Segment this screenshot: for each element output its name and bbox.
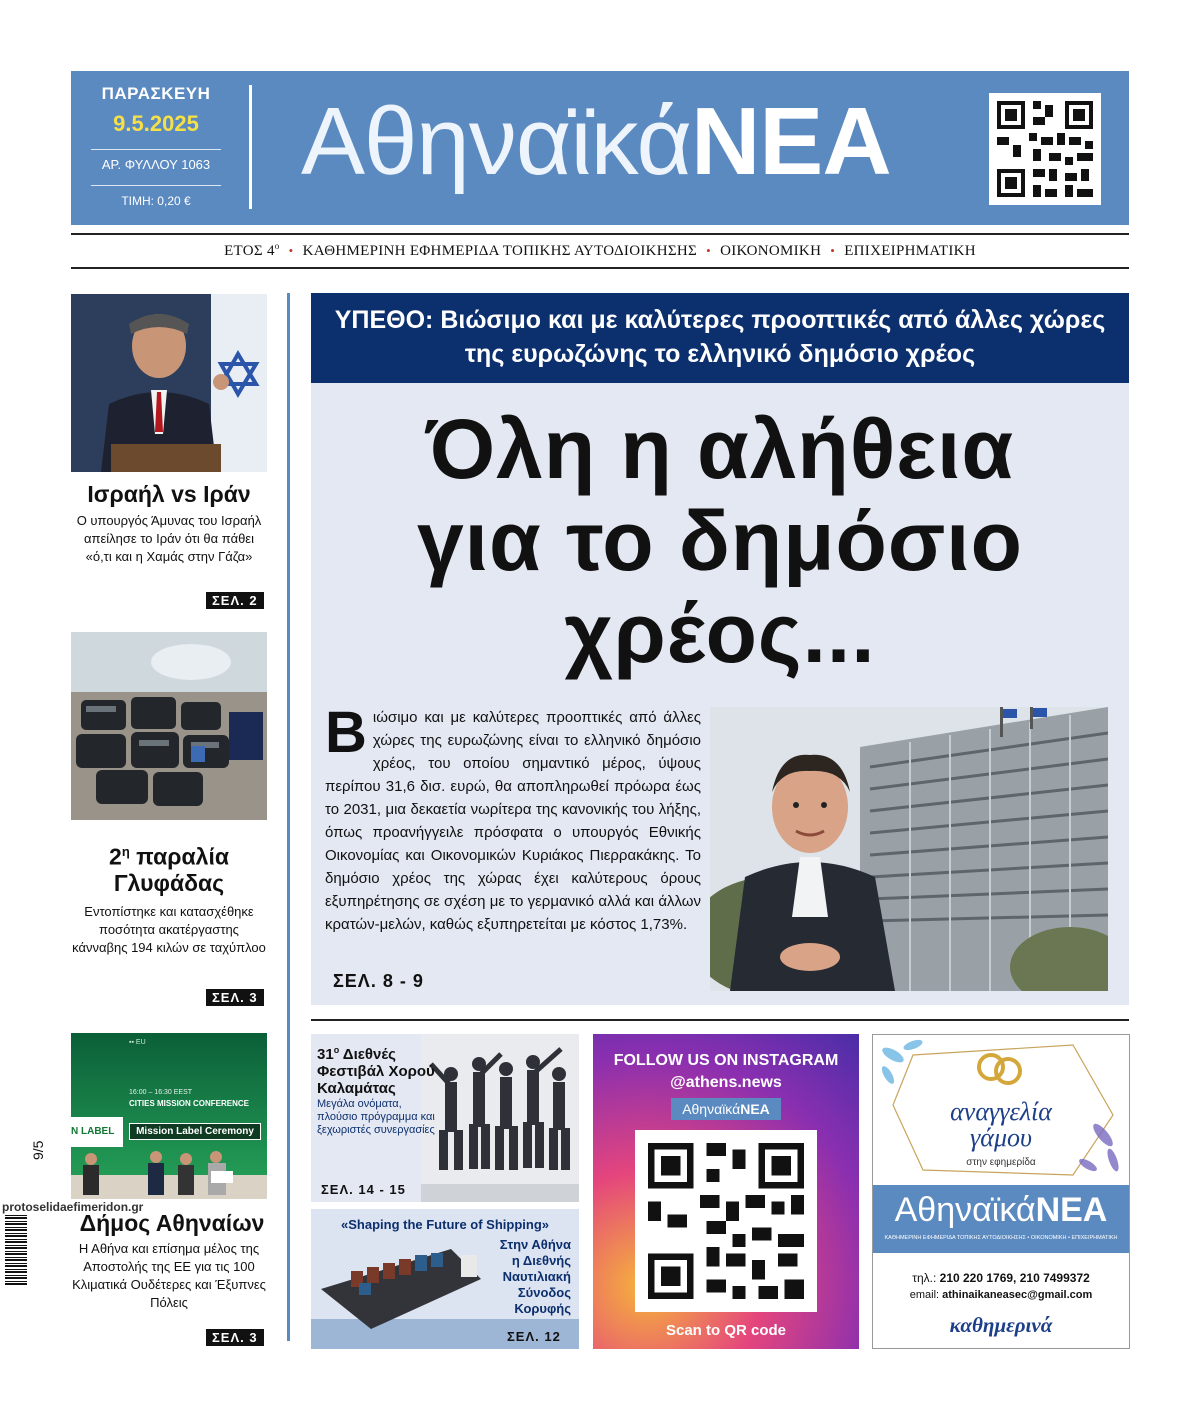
story-title-glyfada[interactable]: [71, 839, 267, 896]
bullet-icon: •: [288, 243, 294, 258]
photo-screen-title: CITIES MISSION CONFERENCE: [129, 1099, 250, 1108]
site-credit[interactable]: protoselidaefimeridon.gr: [2, 1200, 144, 1214]
wedding-footer: καθημερινά: [949, 1313, 1053, 1337]
page-ref-israel[interactable]: [206, 592, 264, 610]
date-box: [71, 71, 241, 225]
headline-line: Όλη η αλήθεια: [425, 402, 1015, 496]
wedding-logo-thin: Αθηναϊκά: [894, 1191, 1036, 1229]
masthead: [71, 71, 1129, 225]
festival-title-rest: Διεθνές: [339, 1046, 396, 1063]
festival-page-ref[interactable]: ΣΕΛ. 14 - 15: [321, 1182, 406, 1197]
issue-number: ΑΡ. ΦΥΛΛΟΥ 1063: [101, 157, 211, 172]
column-rule: [287, 293, 290, 1341]
price: ΤΙΜΗ: 0,20 €: [121, 194, 191, 208]
tagline-item: ΟΙΚΟΝΟΜΙΚΗ: [720, 243, 822, 259]
headline-line: για το δημόσιο: [417, 494, 1023, 588]
wedding-logo-sub: ΚΑΘΗΜΕΡΙΝΗ ΕΦΗΜΕΡΙΔΑ ΤΟΠΙΚΗΣ ΑΥΤΟΔΙΟΙΚΗΣΗΣ • ΟΙΚΟΝΟΜΙΚΗ • ΕΠΙΧΕΙΡΗΜΑΤΙΚΗ: [884, 1235, 1118, 1241]
qr-code-icon[interactable]: [989, 93, 1101, 205]
shipping-quote: «Shaping the Future of Shipping»: [341, 1217, 549, 1232]
festival-subtitle: Μεγάλα ονόματα, πλούσιο πρόγραμμα και ξεχωριστές συνεργασίες: [317, 1098, 435, 1136]
shipping-page-ref[interactable]: ΣΕΛ. 12: [507, 1329, 561, 1344]
headline-line: χρέος...: [564, 586, 876, 680]
newspaper-logo[interactable]: [301, 87, 891, 197]
ad-cta[interactable]: Scan to QR code: [665, 1322, 787, 1339]
athens-mission-photo[interactable]: [71, 1033, 267, 1199]
photo-people: [71, 1145, 267, 1199]
drop-cap: Β: [325, 700, 367, 765]
bullet-icon: •: [830, 243, 836, 258]
photo-screen-small: 16:00 – 16:30 EEST: [129, 1089, 193, 1096]
ad-logo-bold: ΝΕΑ: [740, 1101, 770, 1117]
margin-date-stamp: 9/5: [30, 1140, 46, 1160]
wedding-logo-band: [873, 1185, 1129, 1253]
wedding-title: [873, 1099, 1129, 1151]
email-label: email:: [909, 1289, 940, 1301]
lead-kicker-box: [311, 293, 1129, 383]
section-rule: [311, 1019, 1129, 1021]
lead-body: [325, 700, 701, 936]
cannabis-bags-photo[interactable]: [71, 632, 267, 820]
title-num: 2: [109, 843, 122, 870]
story-title-israel[interactable]: Ισραήλ vs Ιράν: [87, 481, 251, 507]
lead-page-ref[interactable]: ΣΕΛ. 8 - 9: [333, 971, 424, 991]
phone-label: τηλ.:: [912, 1271, 937, 1285]
tagline-item: ΚΑΘΗΜΕΡΙΝΗ ΕΦΗΜΕΡΙΔΑ ΤΟΠΙΚΗΣ ΑΥΤΟΔΙΟΙΚΗΣΗΣ: [302, 243, 698, 259]
story-summary-israel: Ο υπουργός Άμυνας του Ισραήλ απείλησε το Ιράν ότι θα πάθει «ό,τι και η Χαμάς στην Γάζα»: [76, 513, 262, 564]
divider: [91, 149, 221, 150]
ad-logo-thin: Αθηναϊκά: [682, 1101, 741, 1117]
ad-headline: FOLLOW US ON INSTAGRAM: [613, 1052, 839, 1069]
issue-date: 9.5.2025: [113, 111, 199, 136]
bullet-icon: •: [706, 243, 712, 258]
page-tag: ΣΕΛ. 2: [206, 592, 264, 609]
tagline: [71, 241, 1129, 260]
logo-bold: ΝΕΑ: [690, 88, 891, 195]
shipping-text: Στην Αθήνα η Διεθνής Ναυτιλιακή Σύνοδος Κορυφής: [499, 1237, 571, 1316]
lead-body-text: ιώσιμο και με καλύτερες προοπτικές από άλλες χώρες της ευρωζώνης είναι το ελληνικό δημόσιο χρέος, του οποίου σημαντικό μέρος, ύψους περίπου 31,6 δισ. ευρώ, θα αποπληρωθεί πρόωρα έως το 2031, μια δεκαετία νωρίτερα της κανονικής του λήξης, όπως προανήγγειλε πρόσφατα ο υπουργός Εθνικής Οικονομίας και Οικονομικών Κυριάκος Πιερρακάκης. Το δημόσιο χρέος της χώρας έχει καλύτερους όρους εξυπηρέτησης σε σχέση με το γερμανικό αλλά και άλλων κρατών-μελών, καθώς εξυπηρετείται με κόστος 1,73%.: [325, 709, 701, 933]
festival-title-line: Καλαμάτας: [317, 1080, 396, 1097]
wedding-line: γάμου: [970, 1123, 1032, 1152]
festival-num: 31: [317, 1046, 334, 1063]
page-tag: ΣΕΛ. 3: [206, 989, 264, 1006]
wedding-announcement-ad[interactable]: [872, 1034, 1130, 1349]
tagline-year: ΕΤΟΣ 4: [224, 243, 275, 259]
phone-numbers[interactable]: 210 220 1769, 210 7499372: [939, 1271, 1090, 1285]
photo-banner: Mission Label Ceremony: [129, 1123, 261, 1140]
wedding-email: [873, 1289, 1129, 1301]
story-summary-glyfada: Εντοπίστηκε και κατασχέθηκε ποσότητα ακατέργαστης κάνναβης 194 κιλών σε ταχύπλοο: [72, 904, 266, 955]
festival-sup: ο: [333, 1045, 340, 1055]
divider: [91, 185, 221, 186]
story-summary-athens: Η Αθήνα και επίσημα μέλος της Αποστολής της ΕΕ για τις 100 Κλιματικά Ουδέτερες και Έξυπνες Πόλεις: [72, 1241, 266, 1310]
minister-photo[interactable]: [710, 707, 1108, 991]
logo-thin: Αθηναϊκά: [301, 88, 691, 195]
wedding-logo-bold: ΝΕΑ: [1035, 1191, 1108, 1229]
photo-logo-text: ▪▪ EU: [129, 1039, 146, 1046]
weekday: ΠΑΡΑΣΚΕΥΗ: [101, 84, 211, 103]
page-ref-glyfada[interactable]: [206, 989, 264, 1007]
ad-logo: [671, 1098, 781, 1120]
title-rest: παραλία: [129, 843, 229, 870]
page-ref-athens[interactable]: [206, 1329, 264, 1347]
festival-title: [317, 1042, 457, 1097]
festival-teaser[interactable]: [311, 1034, 579, 1202]
instagram-qr-icon[interactable]: [635, 1130, 817, 1312]
lead-kicker[interactable]: ΥΠΕΘΟ: Βιώσιμο και με καλύτερες προοπτικές από άλλες χώρες της ευρωζώνης το ελληνικό δημόσιο χρέος: [334, 306, 1106, 368]
photo-side-label: N LABEL: [71, 1117, 123, 1147]
tagline-bar: [71, 233, 1129, 269]
ad-handle[interactable]: @athens.news: [670, 1074, 782, 1091]
title-sup: η: [121, 844, 130, 859]
wedding-line: αναγγελία: [950, 1097, 1052, 1126]
masthead-divider: [249, 85, 252, 209]
barcode-icon: [5, 1215, 27, 1285]
festival-title-line: Φεστιβάλ Χορού: [317, 1063, 435, 1080]
email-address[interactable]: athinaikaneasec@gmail.com: [942, 1289, 1093, 1301]
shipping-teaser[interactable]: [311, 1209, 579, 1349]
instagram-ad[interactable]: [593, 1034, 859, 1349]
story-title-athens[interactable]: Δήμος Αθηναίων: [79, 1210, 265, 1236]
tagline-year-sup: ο: [274, 241, 280, 251]
lead-headline[interactable]: [311, 403, 1129, 679]
tagline-item: ΕΠΙΧΕΙΡΗΜΑΤΙΚΗ: [844, 243, 976, 259]
wedding-phones: [873, 1271, 1129, 1285]
israel-minister-photo[interactable]: [71, 294, 267, 472]
wedding-logo: [873, 1191, 1129, 1229]
lead-story: [311, 383, 1129, 1005]
wedding-sub: στην εφημερίδα: [966, 1157, 1036, 1168]
page-tag: ΣΕΛ. 3: [206, 1329, 264, 1346]
title-line2: Γλυφάδας: [113, 869, 225, 896]
